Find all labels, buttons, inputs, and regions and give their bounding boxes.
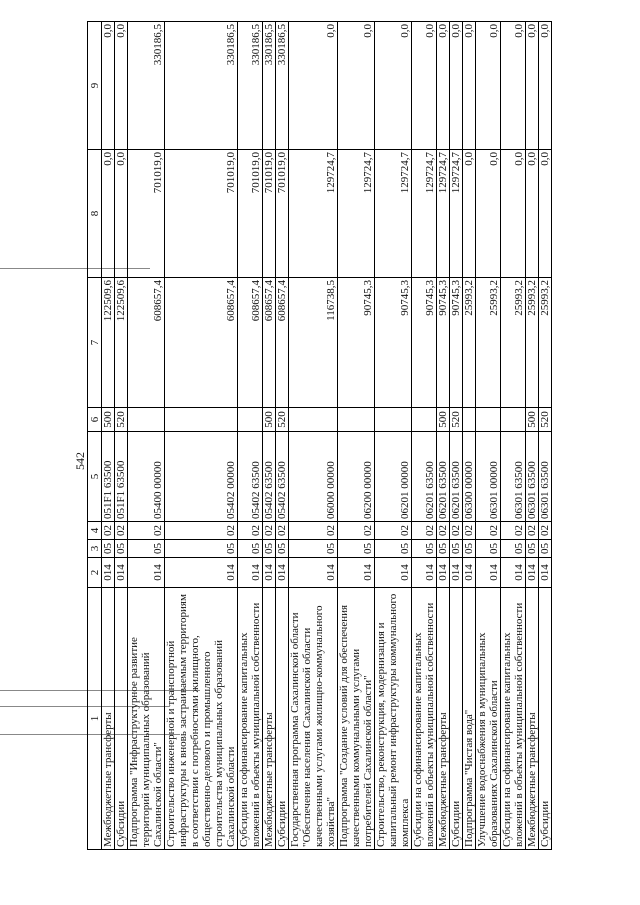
- amount-col8-cell: 701019,0: [165, 150, 238, 278]
- table-body: [102, 22, 552, 850]
- ministry-code-cell: 014: [476, 558, 501, 588]
- amount-col9-cell: 0,0: [526, 22, 539, 150]
- amount-col8-cell: 129724,7: [450, 150, 463, 278]
- target-article-cell: 051F1 63500: [102, 432, 115, 522]
- section-cell: 05: [276, 540, 289, 558]
- row-name-cell: Субсидии на софинансирование капитальных вложений в объекты муниципальной собственности: [501, 588, 526, 850]
- target-article-cell: 05402 63500: [238, 432, 263, 522]
- ministry-code-cell: 014: [128, 558, 165, 588]
- section-cell: 05: [128, 540, 165, 558]
- subsection-cell: 02: [476, 522, 501, 540]
- table-row: [412, 22, 437, 850]
- expense-type-cell: [128, 408, 165, 432]
- amount-col9-cell: 330186,5: [238, 22, 263, 150]
- ministry-code-cell: 014: [263, 558, 276, 588]
- expense-type-cell: [375, 408, 412, 432]
- amount-col9-cell: 330186,5: [128, 22, 165, 150]
- target-article-cell: 06201 63500: [450, 432, 463, 522]
- ministry-code-cell: 014: [539, 558, 552, 588]
- ministry-code-cell: 014: [276, 558, 289, 588]
- amount-col9-cell: 0,0: [539, 22, 552, 150]
- table-row: [476, 22, 501, 850]
- amount-col9-cell: 0,0: [476, 22, 501, 150]
- amount-col9-cell: 0,0: [375, 22, 412, 150]
- expense-type-cell: [412, 408, 437, 432]
- header-row: [88, 22, 102, 850]
- amount-col7-cell: 90745,3: [375, 278, 412, 408]
- amount-col8-cell: 129724,7: [437, 150, 450, 278]
- row-name-cell: Субсидии: [539, 588, 552, 850]
- section-cell: 05: [463, 540, 476, 558]
- amount-col8-cell: 0,0: [539, 150, 552, 278]
- section-cell: 05: [501, 540, 526, 558]
- subsection-cell: 02: [412, 522, 437, 540]
- subsection-cell: 02: [102, 522, 115, 540]
- header-cell: 7: [88, 278, 102, 408]
- subsection-cell: 02: [526, 522, 539, 540]
- amount-col9-cell: 0,0: [463, 22, 476, 150]
- ministry-code-cell: 014: [375, 558, 412, 588]
- amount-col8-cell: 0,0: [115, 150, 128, 278]
- row-name-cell: Подпрограмма "Инфраструктурное развитие территорий муниципальных образований Сахалинской области": [128, 588, 165, 850]
- table-row: [165, 22, 238, 850]
- row-name-cell: Межбюджетные трансферты: [263, 588, 276, 850]
- ministry-code-cell: 014: [102, 558, 115, 588]
- amount-col9-cell: 0,0: [289, 22, 338, 150]
- section-cell: 05: [115, 540, 128, 558]
- row-name-cell: Подпрограмма "Создание условий для обеспечения качественными коммунальными услугами потребителей Сахалинской области": [338, 588, 375, 850]
- table-row: [501, 22, 526, 850]
- subsection-cell: 02: [463, 522, 476, 540]
- section-cell: 05: [289, 540, 338, 558]
- ministry-code-cell: 014: [165, 558, 238, 588]
- table-row: [115, 22, 128, 850]
- amount-col9-cell: 0,0: [338, 22, 375, 150]
- amount-col8-cell: 701019,0: [128, 150, 165, 278]
- amount-col7-cell: 122509,6: [115, 278, 128, 408]
- amount-col7-cell: 90745,3: [338, 278, 375, 408]
- amount-col7-cell: 25993,2: [501, 278, 526, 408]
- subsection-cell: 02: [450, 522, 463, 540]
- header-cell: 3: [88, 540, 102, 558]
- amount-col8-cell: 701019,0: [238, 150, 263, 278]
- target-article-cell: 06301 00000: [476, 432, 501, 522]
- budget-table: [87, 21, 552, 850]
- amount-col8-cell: 129724,7: [338, 150, 375, 278]
- amount-col7-cell: 25993,2: [463, 278, 476, 408]
- amount-col7-cell: 90745,3: [437, 278, 450, 408]
- table-row: [526, 22, 539, 850]
- table-row: [338, 22, 375, 850]
- section-cell: 05: [338, 540, 375, 558]
- section-cell: 05: [165, 540, 238, 558]
- subsection-cell: 02: [276, 522, 289, 540]
- expense-type-cell: 500: [437, 408, 450, 432]
- target-article-cell: 051F1 63500: [115, 432, 128, 522]
- row-name-cell: Подпрограмма "Чистая вода": [463, 588, 476, 850]
- target-article-cell: 06301 63500: [526, 432, 539, 522]
- amount-col7-cell: 608657,4: [263, 278, 276, 408]
- row-name-cell: Межбюджетные трансферты: [526, 588, 539, 850]
- section-cell: 05: [450, 540, 463, 558]
- ministry-code-cell: 014: [450, 558, 463, 588]
- target-article-cell: 05402 00000: [165, 432, 238, 522]
- section-cell: 05: [238, 540, 263, 558]
- target-article-cell: 05402 63500: [276, 432, 289, 522]
- amount-col9-cell: 0,0: [102, 22, 115, 150]
- amount-col7-cell: 90745,3: [412, 278, 437, 408]
- subsection-cell: 02: [128, 522, 165, 540]
- section-cell: 05: [437, 540, 450, 558]
- subsection-cell: 02: [289, 522, 338, 540]
- amount-col7-cell: 25993,2: [539, 278, 552, 408]
- header-cell: 8: [88, 150, 102, 278]
- amount-col9-cell: 330186,5: [263, 22, 276, 150]
- table-row: [375, 22, 412, 850]
- amount-col8-cell: 701019,0: [276, 150, 289, 278]
- expense-type-cell: [501, 408, 526, 432]
- ministry-code-cell: 014: [115, 558, 128, 588]
- expense-type-cell: 520: [115, 408, 128, 432]
- table-row: [450, 22, 463, 850]
- header-cell: 9: [88, 22, 102, 150]
- ministry-code-cell: 014: [463, 558, 476, 588]
- header-cell: 1: [88, 588, 102, 850]
- page-number: 542: [73, 452, 87, 470]
- row-name-cell: Межбюджетные трансферты: [102, 588, 115, 850]
- expense-type-cell: 520: [276, 408, 289, 432]
- amount-col7-cell: 116738,5: [289, 278, 338, 408]
- table-row: [437, 22, 450, 850]
- amount-col8-cell: 0,0: [102, 150, 115, 278]
- row-name-cell: Субсидии на софинансирование капитальных вложений в объекты муниципальной собственности: [238, 588, 263, 850]
- amount-col9-cell: 330186,5: [165, 22, 238, 150]
- target-article-cell: 05402 63500: [263, 432, 276, 522]
- header-cell: 6: [88, 408, 102, 432]
- amount-col7-cell: 608657,4: [238, 278, 263, 408]
- section-cell: 05: [539, 540, 552, 558]
- row-name-cell: Межбюджетные трансферты: [437, 588, 450, 850]
- table-row: [128, 22, 165, 850]
- target-article-cell: 06201 00000: [375, 432, 412, 522]
- row-name-cell: Субсидии: [115, 588, 128, 850]
- row-name-cell: Строительство, реконструкция, модернизация и капитальный ремонт инфраструктуры коммунального комплекса: [375, 588, 412, 850]
- target-article-cell: 06000 00000: [289, 432, 338, 522]
- subsection-cell: 02: [238, 522, 263, 540]
- row-name-cell: Субсидии: [276, 588, 289, 850]
- amount-col7-cell: 90745,3: [450, 278, 463, 408]
- expense-type-cell: 520: [450, 408, 463, 432]
- expense-type-cell: 500: [102, 408, 115, 432]
- amount-col8-cell: 0,0: [526, 150, 539, 278]
- table-row: [276, 22, 289, 850]
- amount-col9-cell: 330186,5: [276, 22, 289, 150]
- ministry-code-cell: 014: [501, 558, 526, 588]
- row-name-cell: Субсидии на софинансирование капитальных вложений в объекты муниципальной собственности: [412, 588, 437, 850]
- target-article-cell: 06300 00000: [463, 432, 476, 522]
- amount-col7-cell: 608657,4: [165, 278, 238, 408]
- expense-type-cell: [238, 408, 263, 432]
- subsection-cell: 02: [437, 522, 450, 540]
- subsection-cell: 02: [165, 522, 238, 540]
- amount-col8-cell: 0,0: [501, 150, 526, 278]
- table-row: [263, 22, 276, 850]
- section-cell: 05: [375, 540, 412, 558]
- subsection-cell: 02: [338, 522, 375, 540]
- amount-col8-cell: 129724,7: [289, 150, 338, 278]
- ministry-code-cell: 014: [338, 558, 375, 588]
- amount-col9-cell: 0,0: [450, 22, 463, 150]
- amount-col9-cell: 0,0: [437, 22, 450, 150]
- subsection-cell: 02: [539, 522, 552, 540]
- table-row: [238, 22, 263, 850]
- subsection-cell: 02: [263, 522, 276, 540]
- header-cell: 5: [88, 432, 102, 522]
- subsection-cell: 02: [501, 522, 526, 540]
- row-name-cell: Строительство инженерной и транспортной инфраструктуры к вновь застраиваемым территориям в соответствии с потребностями жилищного, общественно-делового и промышленного строительства муниципальных образований Сахалинской области: [165, 588, 238, 850]
- expense-type-cell: 520: [539, 408, 552, 432]
- amount-col7-cell: 122509,6: [102, 278, 115, 408]
- section-cell: 05: [263, 540, 276, 558]
- target-article-cell: 05400 00000: [128, 432, 165, 522]
- amount-col9-cell: 0,0: [501, 22, 526, 150]
- amount-col8-cell: 129724,7: [375, 150, 412, 278]
- target-article-cell: 06200 00000: [338, 432, 375, 522]
- expense-type-cell: 500: [263, 408, 276, 432]
- amount-col8-cell: 0,0: [476, 150, 501, 278]
- ministry-code-cell: 014: [289, 558, 338, 588]
- header-cell: 2: [88, 558, 102, 588]
- expense-type-cell: [476, 408, 501, 432]
- expense-type-cell: [463, 408, 476, 432]
- section-cell: 05: [412, 540, 437, 558]
- amount-col8-cell: 701019,0: [263, 150, 276, 278]
- target-article-cell: 06201 63500: [437, 432, 450, 522]
- subsection-cell: 02: [115, 522, 128, 540]
- amount-col7-cell: 608657,4: [128, 278, 165, 408]
- amount-col9-cell: 0,0: [412, 22, 437, 150]
- amount-col9-cell: 0,0: [115, 22, 128, 150]
- row-name-cell: Государственная программа Сахалинской области "Обеспечение населения Сахалинской области качественными услугами жилищно-коммунального хозяйства": [289, 588, 338, 850]
- ministry-code-cell: 014: [437, 558, 450, 588]
- amount-col8-cell: 129724,7: [412, 150, 437, 278]
- header-cell: 4: [88, 522, 102, 540]
- amount-col7-cell: 25993,2: [476, 278, 501, 408]
- section-cell: 05: [102, 540, 115, 558]
- ministry-code-cell: 014: [526, 558, 539, 588]
- amount-col7-cell: 25993,2: [526, 278, 539, 408]
- row-name-cell: Субсидии: [450, 588, 463, 850]
- table-row: [463, 22, 476, 850]
- subsection-cell: 02: [375, 522, 412, 540]
- table-row: [289, 22, 338, 850]
- target-article-cell: 06301 63500: [501, 432, 526, 522]
- expense-type-cell: 500: [526, 408, 539, 432]
- table-row: [539, 22, 552, 850]
- expense-type-cell: [338, 408, 375, 432]
- expense-type-cell: [289, 408, 338, 432]
- amount-col7-cell: 608657,4: [276, 278, 289, 408]
- rotated-document: [73, 22, 605, 850]
- amount-col8-cell: 0,0: [463, 150, 476, 278]
- table-row: [102, 22, 115, 850]
- expense-type-cell: [165, 408, 238, 432]
- section-cell: 05: [526, 540, 539, 558]
- target-article-cell: 06201 63500: [412, 432, 437, 522]
- section-cell: 05: [476, 540, 501, 558]
- row-name-cell: Улучшение водоснабжения в муниципальных образованиях Сахалинской области: [476, 588, 501, 850]
- ministry-code-cell: 014: [412, 558, 437, 588]
- ministry-code-cell: 014: [238, 558, 263, 588]
- target-article-cell: 06301 63500: [539, 432, 552, 522]
